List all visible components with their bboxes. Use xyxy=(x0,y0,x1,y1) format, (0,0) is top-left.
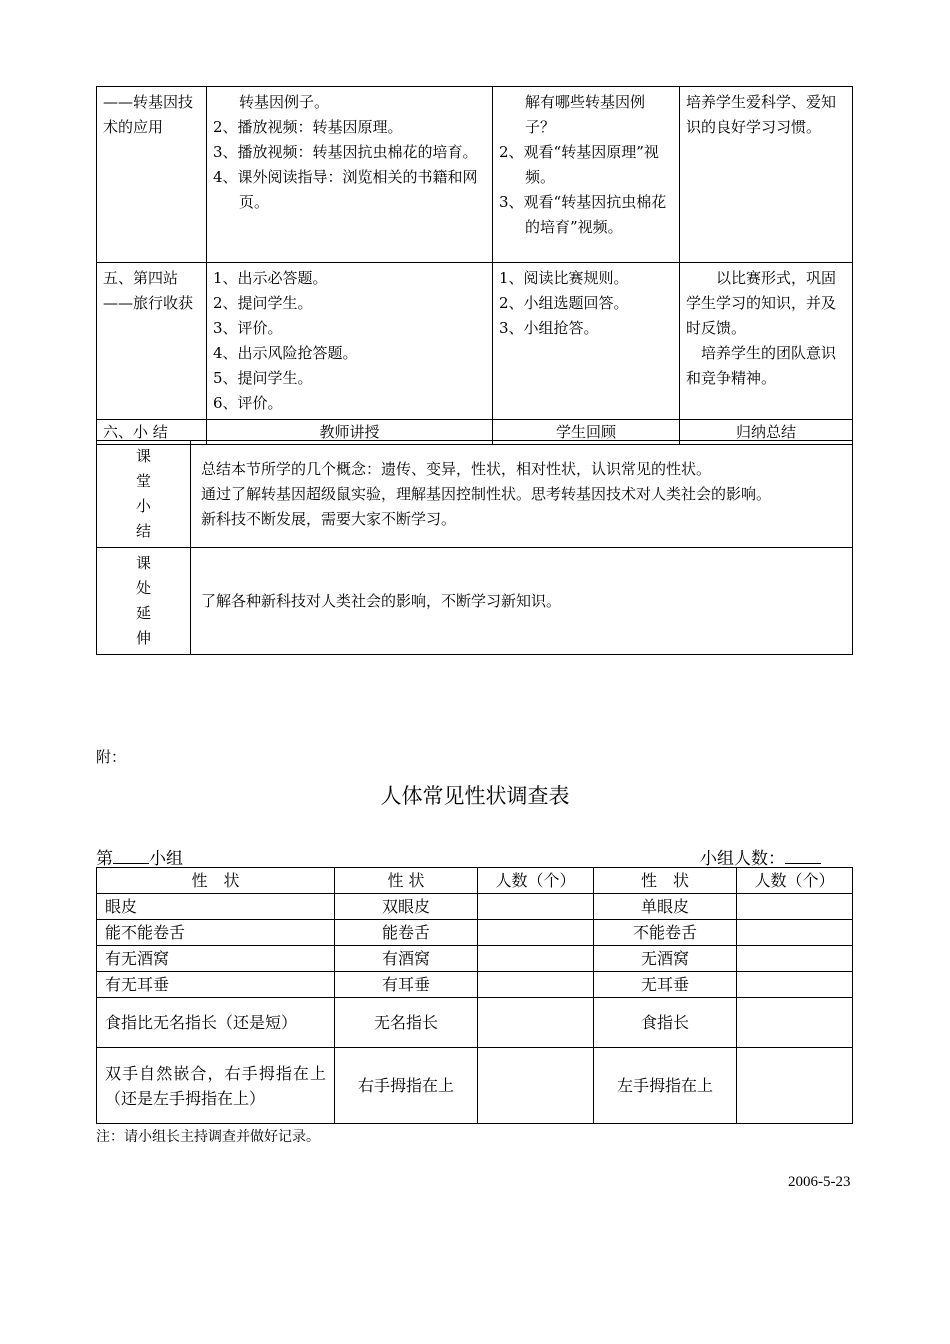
goal-text: 培养学生的团队意识和竞争精神。 xyxy=(686,344,837,387)
appendix-label: 附： xyxy=(96,748,127,766)
student-item: 解有哪些转基因例子？ xyxy=(525,93,646,136)
summary-table xyxy=(96,440,853,655)
teacher-item: 2、提问学生。 xyxy=(213,294,313,312)
trait-a: 无名指长 xyxy=(335,998,478,1048)
document-date: 2006-5-23 xyxy=(788,1174,851,1190)
student-header: 学生回顾 xyxy=(493,420,680,445)
trait-a: 有酒窝 xyxy=(335,946,478,972)
survey-row xyxy=(97,894,853,920)
student-item: 1、阅读比赛规则。 xyxy=(499,269,629,287)
class-summary-text: 总结本节所学的几个概念：遗传、变异，性状，相对性状，认识常见的性状。 通过了解转基因超级鼠实验，理解基因控制性状。思考转基因技术对人类社会的影响。 新科技不断发展，需要大家不断学习。 xyxy=(191,441,853,548)
count-a-header: 人数（个） xyxy=(478,868,594,894)
teacher-activity-cell xyxy=(207,87,493,263)
student-item: 2、小组选题回答。 xyxy=(499,294,629,312)
class-summary-row xyxy=(97,441,853,548)
trait-b-header: 性 状 xyxy=(594,868,737,894)
trait-b: 不能卷舌 xyxy=(594,920,737,946)
goal-header: 归纳总结 xyxy=(680,420,853,445)
extension-text: 了解各种新科技对人类社会的影响，不断学习新知识。 xyxy=(191,548,853,655)
lesson-plan-table xyxy=(96,86,853,445)
plan-row-gene-application xyxy=(97,87,853,263)
count-b-field[interactable] xyxy=(737,946,853,972)
count-a-field[interactable] xyxy=(478,894,594,920)
teacher-item: 1、出示必答题。 xyxy=(213,269,328,287)
count-a-field[interactable] xyxy=(478,998,594,1048)
count-a-field[interactable] xyxy=(478,1048,594,1124)
count-b-field[interactable] xyxy=(737,998,853,1048)
trait-b: 单眼皮 xyxy=(594,894,737,920)
trait-a-header: 性 状 xyxy=(335,868,478,894)
teacher-item: 2、播放视频：转基因原理。 xyxy=(213,118,403,136)
student-item: 2、观看“转基因原理”视频。 xyxy=(499,143,659,186)
teacher-item: 3、评价。 xyxy=(213,319,283,337)
teacher-item: 4、课外阅读指导：浏览相关的书籍和网页。 xyxy=(213,168,478,211)
teacher-item: 5、提问学生。 xyxy=(213,369,313,387)
student-activity-cell xyxy=(493,263,680,420)
count-a-field[interactable] xyxy=(478,946,594,972)
survey-note: 注：请小组长主持调查并做好记录。 xyxy=(96,1129,320,1145)
trait-name: 双手自然嵌合，右手拇指在上（还是左手拇指在上） xyxy=(97,1048,335,1124)
goal-cell: 培养学生爱科学、爱知识的良好学习习惯。 xyxy=(680,87,853,263)
goal-text: 以比赛形式，巩固学生学习的知识，并及时反馈。 xyxy=(686,269,837,337)
trait-b: 左手拇指在上 xyxy=(594,1048,737,1124)
teacher-activity-cell xyxy=(207,263,493,420)
survey-row xyxy=(97,972,853,998)
student-item: 3、小组抢答。 xyxy=(499,319,599,337)
stage-cell: 五、第四站——旅行收获 xyxy=(97,263,207,420)
survey-row xyxy=(97,920,853,946)
group-number-line: 第 小组 xyxy=(96,849,183,869)
count-a-field[interactable] xyxy=(478,972,594,998)
plan-row-travel-harvest xyxy=(97,263,853,420)
trait-a: 有耳垂 xyxy=(335,972,478,998)
group-number-blank xyxy=(113,847,149,864)
student-item: 3、观看“转基因抗虫棉花的培育”视频。 xyxy=(499,193,667,236)
trait-b: 食指长 xyxy=(594,998,737,1048)
stage-cell: 六、小 结 xyxy=(97,420,207,445)
trait-a: 右手拇指在上 xyxy=(335,1048,478,1124)
survey-title: 人体常见性状调查表 xyxy=(380,784,570,808)
teacher-item: 转基因例子。 xyxy=(239,93,330,111)
count-b-field[interactable] xyxy=(737,972,853,998)
trait-name: 食指比无名指长（还是短） xyxy=(97,998,335,1048)
survey-row xyxy=(97,946,853,972)
group-count-line: 小组人数： xyxy=(700,844,821,869)
extension-label: 课 处 延 伸 xyxy=(97,548,191,655)
count-b-field[interactable] xyxy=(737,1048,853,1124)
extension-row xyxy=(97,548,853,655)
trait-b: 无酒窝 xyxy=(594,946,737,972)
survey-header-row xyxy=(97,868,853,894)
group-count-blank xyxy=(785,847,821,864)
trait-name: 眼皮 xyxy=(97,894,335,920)
trait-name: 有无耳垂 xyxy=(97,972,335,998)
trait-b: 无耳垂 xyxy=(594,972,737,998)
count-a-field[interactable] xyxy=(478,920,594,946)
student-activity-cell xyxy=(493,87,680,263)
count-b-field[interactable] xyxy=(737,894,853,920)
trait-survey-table xyxy=(96,867,853,1124)
trait-name: 有无酒窝 xyxy=(97,946,335,972)
trait-header: 性 状 xyxy=(97,868,335,894)
teacher-item: 4、出示风险抢答题。 xyxy=(213,344,358,362)
survey-row xyxy=(97,998,853,1048)
teacher-item: 6、评价。 xyxy=(213,394,283,412)
trait-a: 能卷舌 xyxy=(335,920,478,946)
goal-cell xyxy=(680,263,853,420)
count-b-field[interactable] xyxy=(737,920,853,946)
survey-row xyxy=(97,1048,853,1124)
teacher-header: 教师讲授 xyxy=(207,420,493,445)
trait-name: 能不能卷舌 xyxy=(97,920,335,946)
count-b-header: 人数（个） xyxy=(737,868,853,894)
teacher-item: 3、播放视频：转基因抗虫棉花的培育。 xyxy=(213,143,478,161)
class-summary-label: 课 堂 小 结 xyxy=(97,441,191,548)
trait-a: 双眼皮 xyxy=(335,894,478,920)
stage-cell: ——转基因技术的应用 xyxy=(97,87,207,263)
